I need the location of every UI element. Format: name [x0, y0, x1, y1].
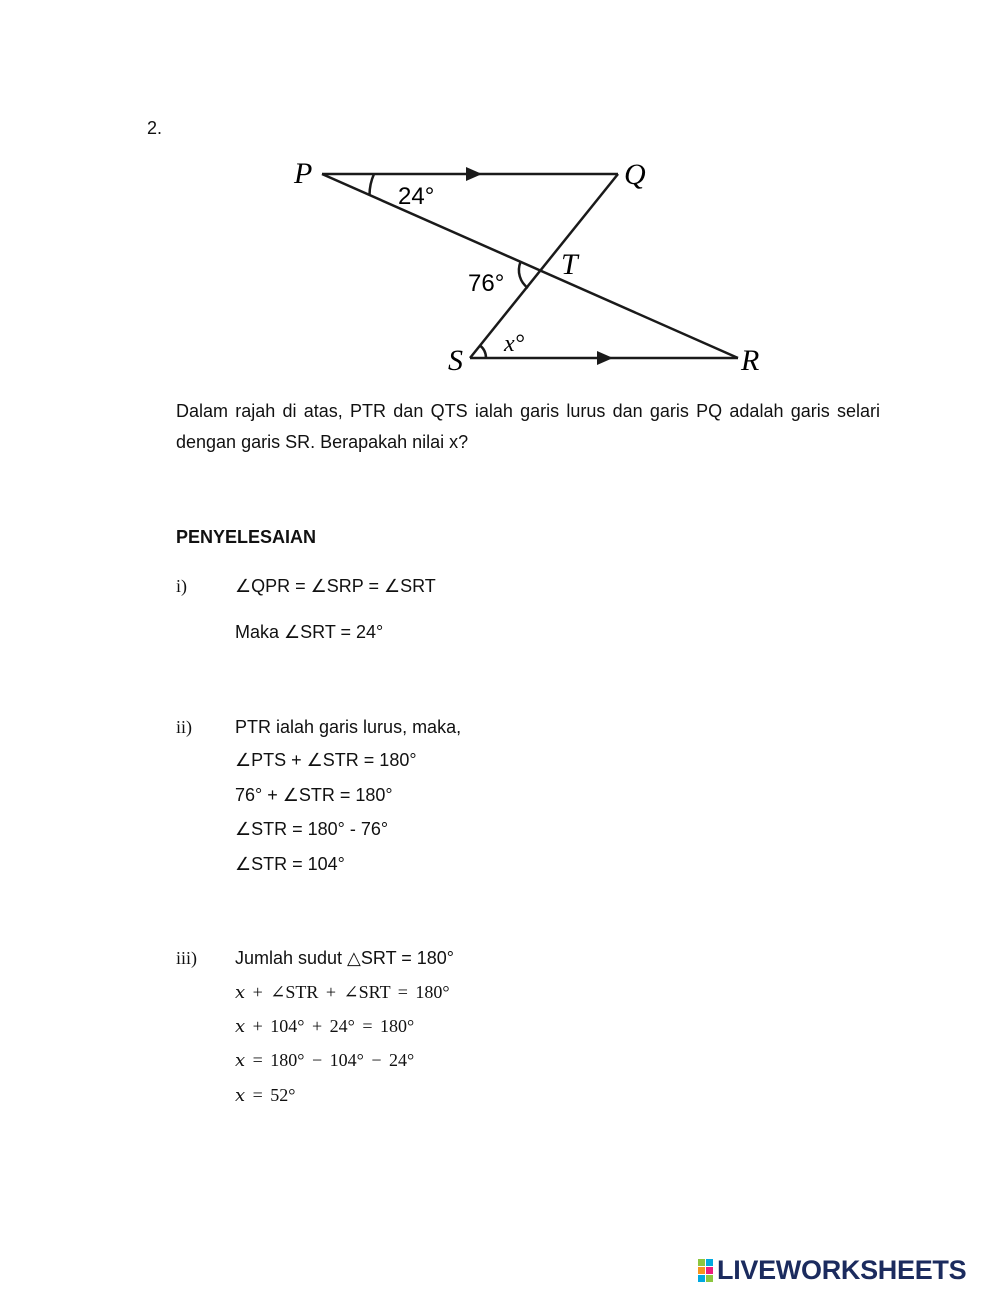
logo-square: [698, 1275, 705, 1282]
step-3-line-1: Jumlah sudut △SRT = 180°: [235, 948, 454, 968]
step-2-number: ii): [176, 717, 192, 737]
solution-heading: PENYELESAIAN: [176, 527, 317, 547]
parallel-arrow-pq: [466, 167, 482, 181]
step-3-line-5: 𝑥 = 52°: [235, 1085, 296, 1105]
step-2-line-3: 76° + ∠STR = 180°: [235, 785, 393, 805]
step-3-line-2: 𝑥 + ∠STR + ∠SRT = 180°: [235, 982, 450, 1002]
geometry-diagram: [280, 148, 800, 393]
line-ptr: [322, 174, 738, 358]
angle-arc-s: [480, 346, 486, 359]
step-1-line-1: ∠QPR = ∠SRP = ∠SRT: [235, 576, 436, 596]
line-qts: [470, 174, 618, 358]
label-s: S: [448, 344, 463, 377]
step-2-line-1: PTR ialah garis lurus, maka,: [235, 717, 462, 737]
step-2-line-2: ∠PTS + ∠STR = 180°: [235, 750, 417, 770]
diagram-svg: [280, 148, 800, 388]
angle-label-p: 24°: [398, 183, 435, 210]
liveworksheets-logo: [698, 1255, 966, 1285]
angle-arc-p: [370, 174, 375, 195]
step-1-line-2: Maka ∠SRT = 24°: [235, 622, 384, 642]
step-2-line-5: ∠STR = 104°: [235, 854, 345, 874]
question-number: 2.: [147, 118, 163, 138]
step-2-line-4: ∠STR = 180° - 76°: [235, 819, 389, 839]
step-3-number: iii): [176, 948, 197, 968]
angle-arc-t: [519, 262, 528, 288]
logo-square: [706, 1259, 713, 1266]
label-q: Q: [624, 158, 646, 191]
logo-mark-icon: [698, 1259, 713, 1282]
angle-label-s: x°: [504, 331, 525, 357]
logo-square: [706, 1275, 713, 1282]
logo-square: [698, 1267, 705, 1274]
logo-square: [698, 1259, 705, 1266]
step-1-number: i): [176, 576, 187, 596]
label-p: P: [294, 157, 313, 190]
angle-label-t: 76°: [468, 270, 505, 297]
step-3-line-4: 𝑥 = 180° − 104° − 24°: [235, 1050, 415, 1070]
step-3-line-3: 𝑥 + 104° + 24° = 180°: [235, 1016, 415, 1036]
logo-text: LIVEWORKSHEETS: [717, 1254, 967, 1285]
label-t: T: [561, 248, 578, 281]
label-r: R: [741, 344, 760, 377]
question-text: Dalam rajah di atas, PTR dan QTS ialah garis lurus dan garis PQ adalah garis selari dengan garis SR. Berapakah nilai x?: [176, 401, 880, 452]
logo-square: [706, 1267, 713, 1274]
parallel-arrow-sr: [597, 351, 613, 365]
